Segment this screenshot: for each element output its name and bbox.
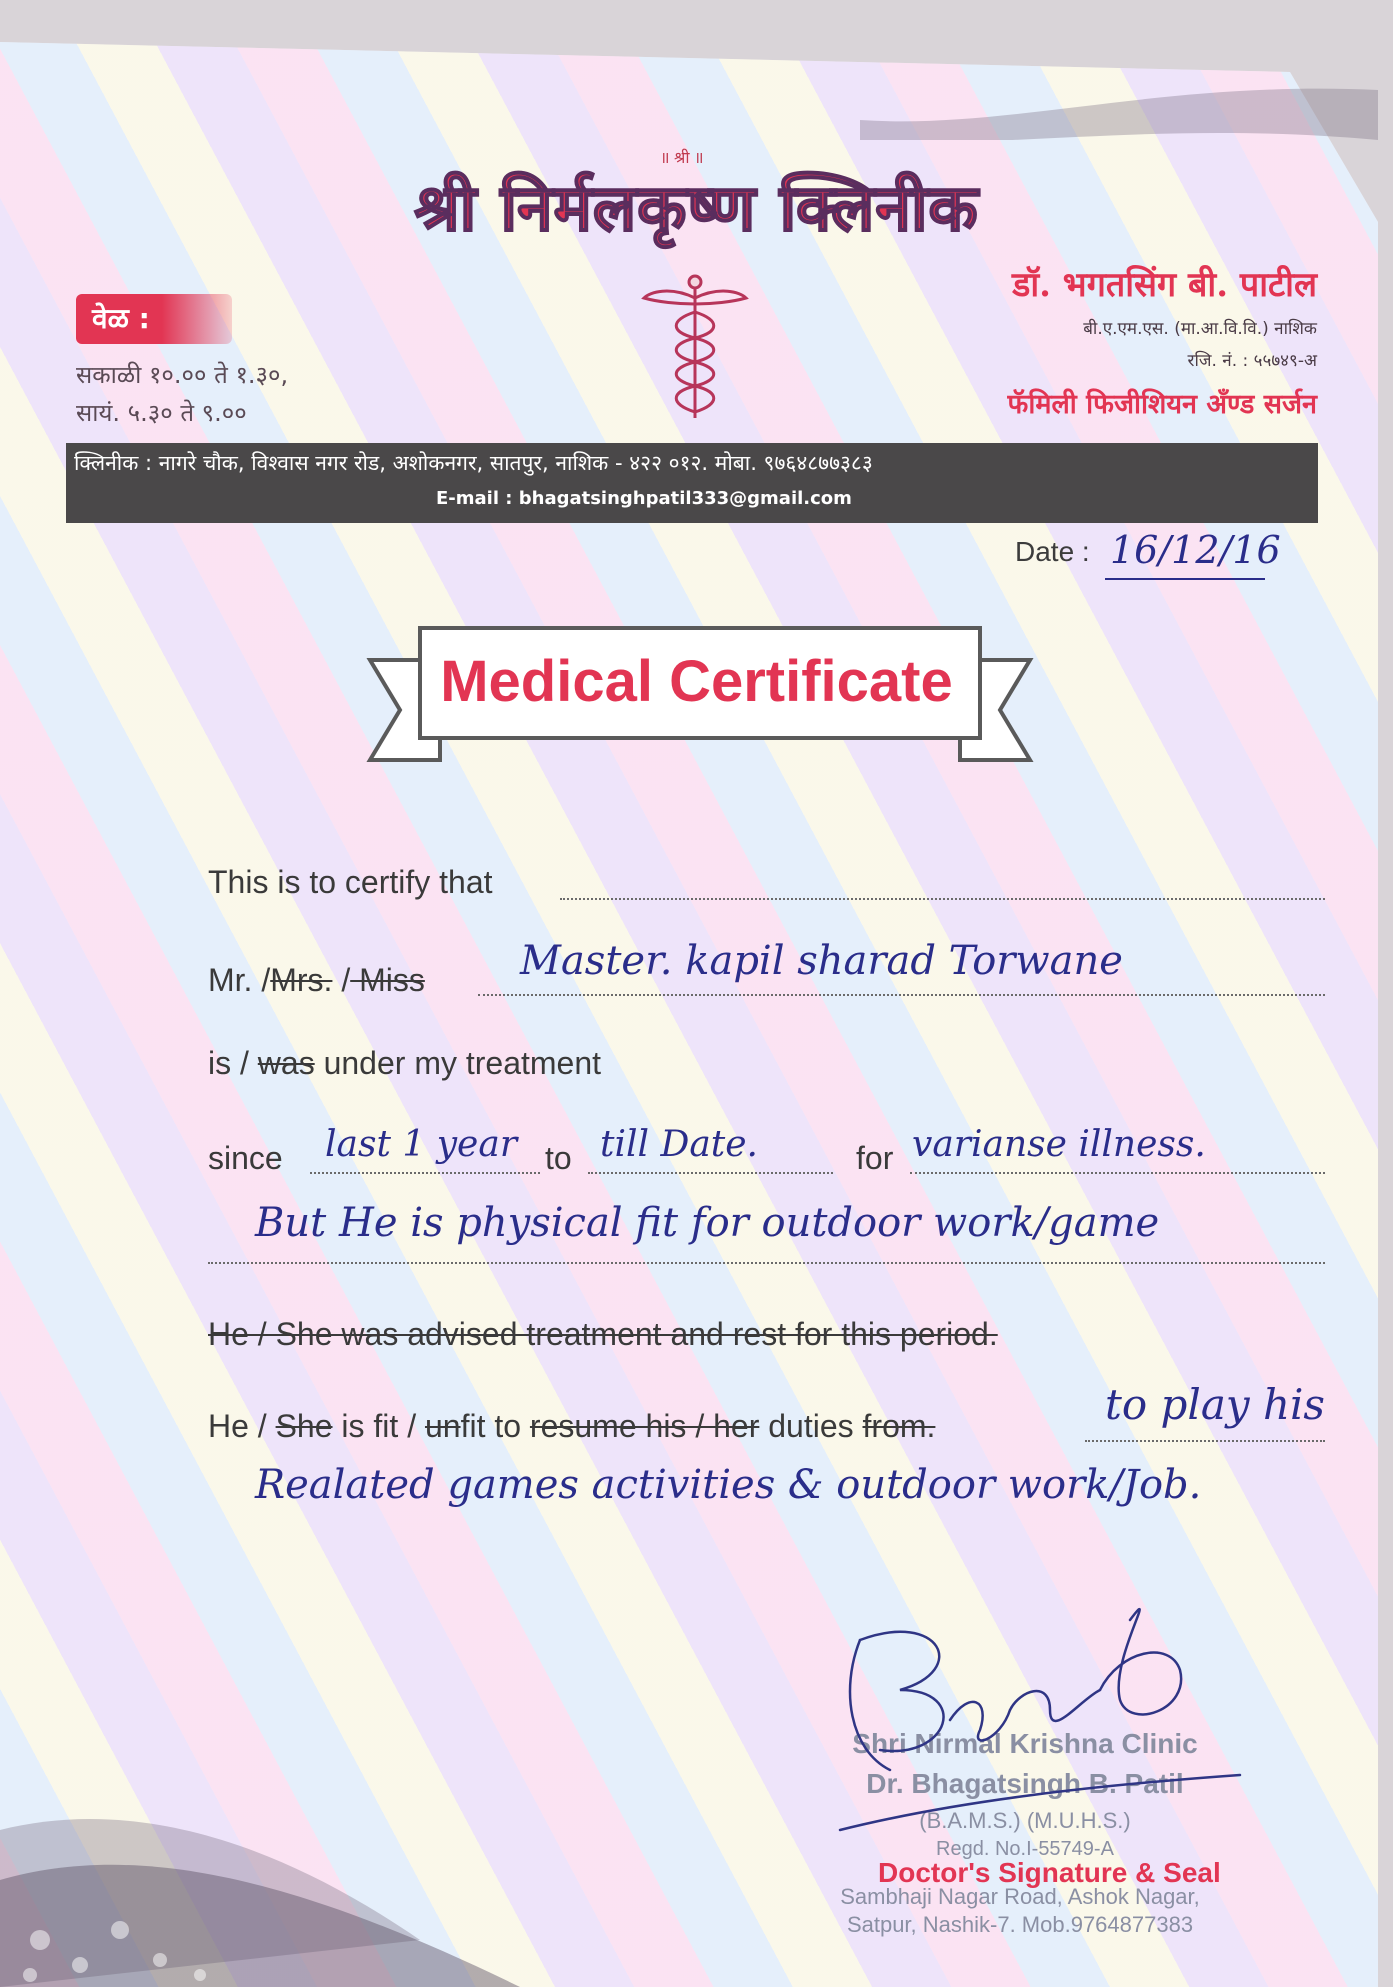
- since-label: since: [208, 1140, 283, 1176]
- address-bar: [66, 443, 1318, 523]
- timing-badge: वेळ :: [76, 294, 232, 344]
- treatment-was: was: [257, 1045, 315, 1081]
- since-value: last 1 year: [325, 1124, 518, 1165]
- certify-line: This is to certify that: [208, 864, 493, 900]
- salutation-mr: Mr. /: [208, 962, 271, 998]
- certify-dots: [560, 898, 1325, 900]
- fit-unfit: un: [424, 1408, 461, 1444]
- fit-resume: resume his / her: [529, 1408, 760, 1444]
- salutation-sep: /: [332, 962, 351, 998]
- patient-name: Master. kapil sharad Torwane: [520, 938, 1123, 984]
- stamp-address: Sambhaji Nagar Road, Ashok Nagar,: [840, 1884, 1200, 1909]
- fit-from-value: to play his: [1105, 1380, 1325, 1429]
- clinic-name: श्री निर्मलकृष्ण क्लिनीक: [414, 171, 979, 246]
- clinic-address: क्लिनीक : नागरे चौक, विश्वास नगर रोड, अशोकनगर, सातपुर, नाशिक - ४२२ ०१२. मोबा. ९७६४८७७३८३: [74, 451, 873, 475]
- decorative-wave: [0, 1790, 560, 1987]
- stamp-clinic: Shri Nirmal Krishna Clinic: [852, 1728, 1198, 1759]
- from-dots: [1085, 1440, 1325, 1442]
- fit-is-fit: is fit /: [341, 1408, 417, 1444]
- fit-he: He /: [208, 1408, 267, 1444]
- timing-morning: सकाळी १०.०० ते १.३०,: [76, 361, 289, 389]
- fit-she: She: [275, 1408, 333, 1444]
- stamp-regd: Regd. No.I-55749-A: [936, 1838, 1114, 1860]
- fit-activities: Realated games activities & outdoor work/Job.: [255, 1462, 1202, 1508]
- date-label: Date :: [1015, 536, 1090, 567]
- doctor-signature: [800, 1580, 1260, 1840]
- for-label: for: [856, 1140, 894, 1176]
- certificate-title: Medical Certificate: [440, 649, 953, 714]
- doctor-name: डॉ. भगतसिंग बी. पाटील: [1012, 265, 1317, 305]
- doctor-registration: रजि. नं. : ५५७४९-अ: [1187, 351, 1317, 371]
- fit-to: fit to: [460, 1408, 522, 1444]
- shri-mark: ॥ श्री ॥: [660, 150, 704, 167]
- to-value: till Date.: [600, 1124, 758, 1165]
- treatment-is: is /: [208, 1045, 249, 1081]
- for-value: varianse illness.: [912, 1124, 1206, 1165]
- advised-line: He / She was advised treatment and rest for this period.: [208, 1316, 998, 1352]
- date-value: 16/12/16: [1110, 528, 1281, 572]
- stamp-doctor: Dr. Bhagatsingh B. Patil: [866, 1768, 1184, 1799]
- signature-label: Doctor's Signature & Seal: [878, 1857, 1221, 1888]
- date-underline: [1105, 578, 1265, 580]
- fit-duties: duties: [768, 1408, 854, 1444]
- salutation-line: [208, 962, 425, 999]
- fit-from: from.: [862, 1408, 936, 1444]
- salutation-miss: Miss: [350, 962, 425, 998]
- to-dots: [588, 1172, 833, 1174]
- decorative-wave-top: [860, 60, 1378, 140]
- timing-evening: सायं. ५.३० ते ९.००: [76, 399, 247, 427]
- for-dots: [910, 1172, 1325, 1174]
- name-dots: [478, 994, 1325, 996]
- salutation-mrs: Mrs.: [270, 962, 333, 998]
- to-label: to: [545, 1140, 572, 1176]
- treatment-line: [208, 1045, 601, 1082]
- fit-line: [208, 1408, 935, 1445]
- treatment-suffix: under my treatment: [323, 1045, 602, 1081]
- stamp-address-2: Satpur, Nashik-7. Mob.9764877383: [846, 1912, 1194, 1937]
- doctor-qualification: बी.ए.एम.एस. (मा.आ.वि.वि.) नाशिक: [1083, 319, 1317, 339]
- caduceus-icon: [640, 272, 750, 424]
- fitness-note: But He is physical fit for outdoor work/game: [255, 1200, 1160, 1246]
- clinic-email: E-mail : bhagatsinghpatil333@gmail.com: [436, 488, 852, 509]
- since-dots: [310, 1172, 540, 1174]
- doctor-specialty: फॅमिली फिजीशियन अँण्ड सर्जन: [1007, 389, 1317, 420]
- stamp-degree: (B.A.M.S.) (M.U.H.S.): [919, 1808, 1131, 1833]
- note-dots: [208, 1262, 1325, 1264]
